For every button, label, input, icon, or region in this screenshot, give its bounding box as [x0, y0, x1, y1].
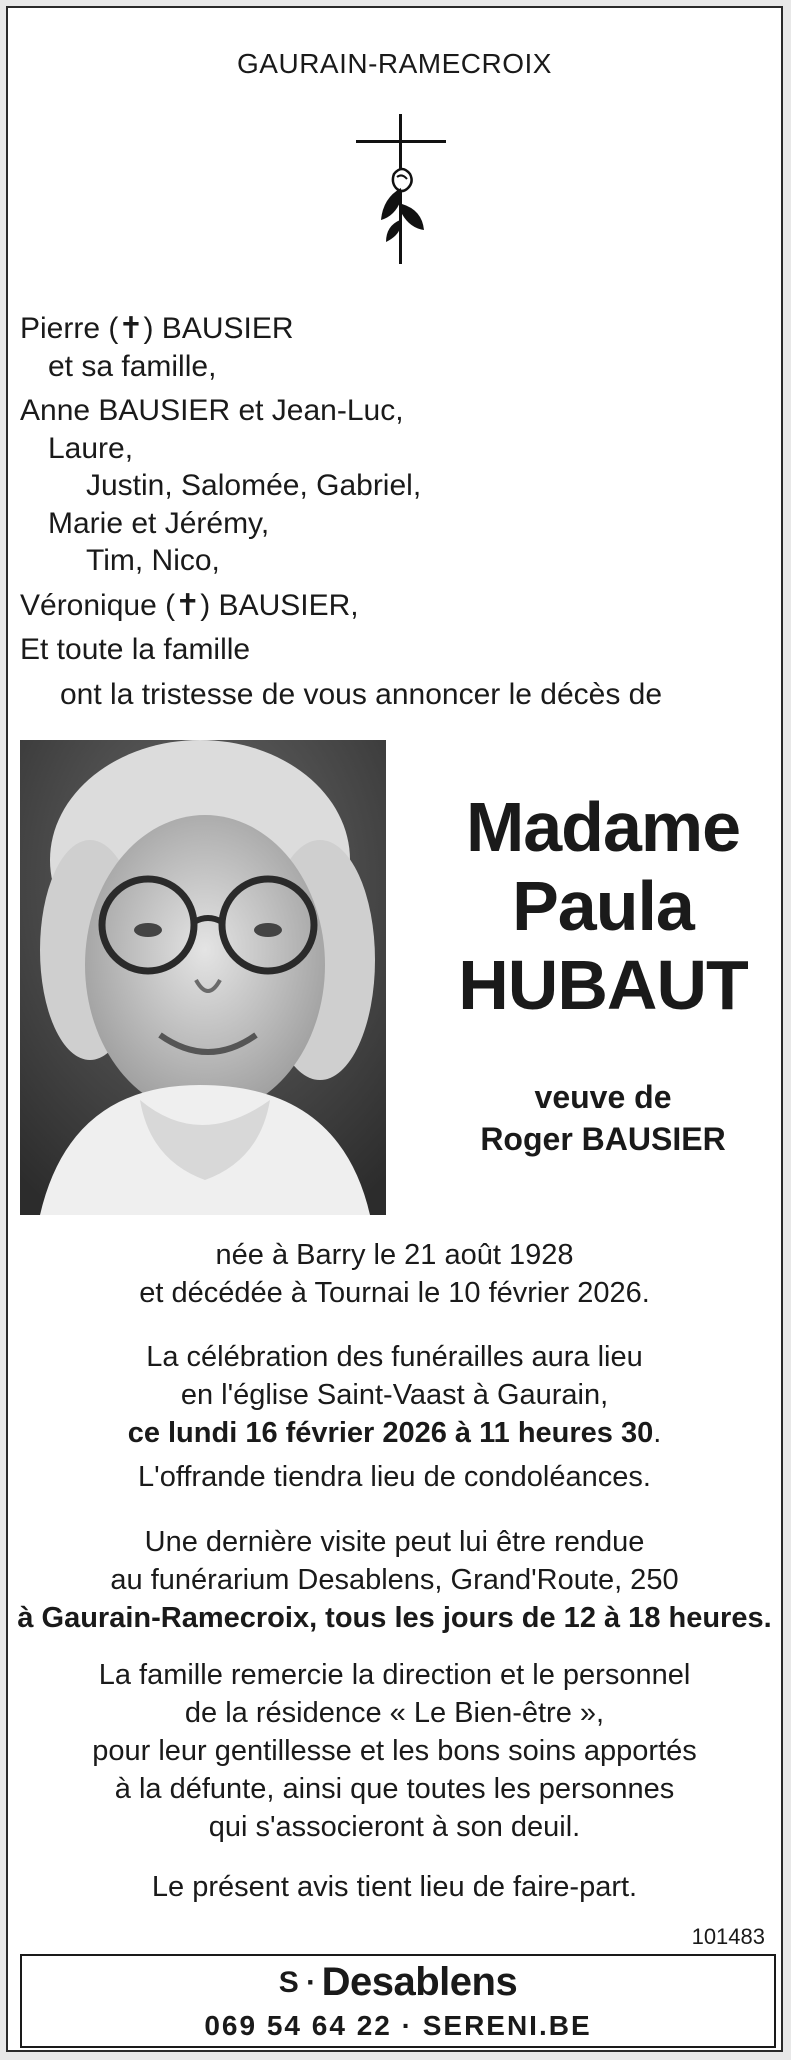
mourner-line: Marie et Jérémy,	[48, 506, 270, 540]
widow-of-name: Roger BAUSIER	[480, 1121, 726, 1157]
visit-line: au funérarium Desablens, Grand'Route, 250	[110, 1564, 679, 1596]
funeral-home-logo-icon: S ·	[278, 1966, 316, 1999]
offering-text: L'offrande tiendra lieu de condoléances.	[138, 1461, 651, 1493]
visit-hours-text: à Gaurain-Ramecroix, tous les jours de 12 à 18 heures.	[17, 1602, 772, 1634]
ceremony-date: ce lundi 16 février 2026 à 11 heures 30.	[127, 1417, 662, 1449]
town-heading: GAURAIN-RAMECROIX	[237, 48, 552, 79]
ceremony-info	[8, 1338, 781, 1452]
cross-with-rose-icon	[356, 114, 446, 264]
thanks-line: à la défunte, ainsi que toutes les personnes	[114, 1773, 675, 1805]
mourner-line: et sa famille,	[48, 349, 217, 383]
thanks-text	[8, 1656, 781, 1846]
widow-of-label: veuve de	[534, 1079, 672, 1115]
reference-number: 101483	[691, 1924, 765, 1949]
announcement-text: ont la tristesse de vous annoncer le décès de	[60, 678, 663, 711]
funeral-home-contact: 069 54 64 22 · SERENI.BE	[204, 2010, 592, 2041]
mourner-line: Et toute la famille	[20, 633, 251, 666]
closing-text: Le présent avis tient lieu de faire-part.	[151, 1871, 638, 1903]
ceremony-line: La célébration des funérailles aura lieu	[146, 1341, 643, 1373]
funeral-home-brand	[22, 1960, 774, 2005]
funeral-home-name: Desablens	[321, 1960, 518, 2004]
born-text: née à Barry le 21 août 1928	[215, 1239, 574, 1271]
deceased-first-name: Paula	[512, 867, 694, 945]
widow-of	[418, 1076, 788, 1160]
thanks-line: de la résidence « Le Bien-être »,	[184, 1697, 605, 1729]
ceremony-date-text: ce lundi 16 février 2026 à 11 heures 30	[127, 1417, 654, 1449]
mourners-list	[20, 310, 421, 669]
deceased-portrait	[20, 740, 386, 1215]
died-text: et décédée à Tournai le 10 février 2026.	[139, 1277, 650, 1309]
mourner-line: Pierre (✝) BAUSIER	[20, 312, 294, 345]
thanks-line: La famille remercie la direction et le personnel	[98, 1659, 691, 1691]
funeral-home-box	[20, 1954, 776, 2048]
visit-hours	[8, 1599, 781, 1637]
mourner-line: Justin, Salomée, Gabriel,	[86, 469, 422, 502]
mourner-line: Anne BAUSIER et Jean-Luc,	[20, 394, 404, 427]
mourner-line: Véronique (✝) BAUSIER,	[20, 588, 359, 622]
deceased-title: Madame	[465, 788, 741, 866]
mourner-line: Tim, Nico,	[86, 544, 220, 577]
thanks-line: qui s'associeront à son deuil.	[208, 1811, 581, 1843]
visit-line: Une dernière visite peut lui être rendue	[144, 1526, 645, 1558]
ceremony-line: en l'église Saint-Vaast à Gaurain,	[180, 1379, 609, 1411]
deceased-last-name: HUBAUT	[458, 946, 748, 1024]
birth-death-dates	[8, 1236, 781, 1312]
obituary-card	[6, 6, 783, 2052]
deceased-name	[418, 788, 788, 1025]
thanks-line: pour leur gentillesse et les bons soins apportés	[92, 1735, 697, 1767]
mourner-line: Laure,	[48, 431, 134, 465]
visit-info	[8, 1523, 781, 1637]
